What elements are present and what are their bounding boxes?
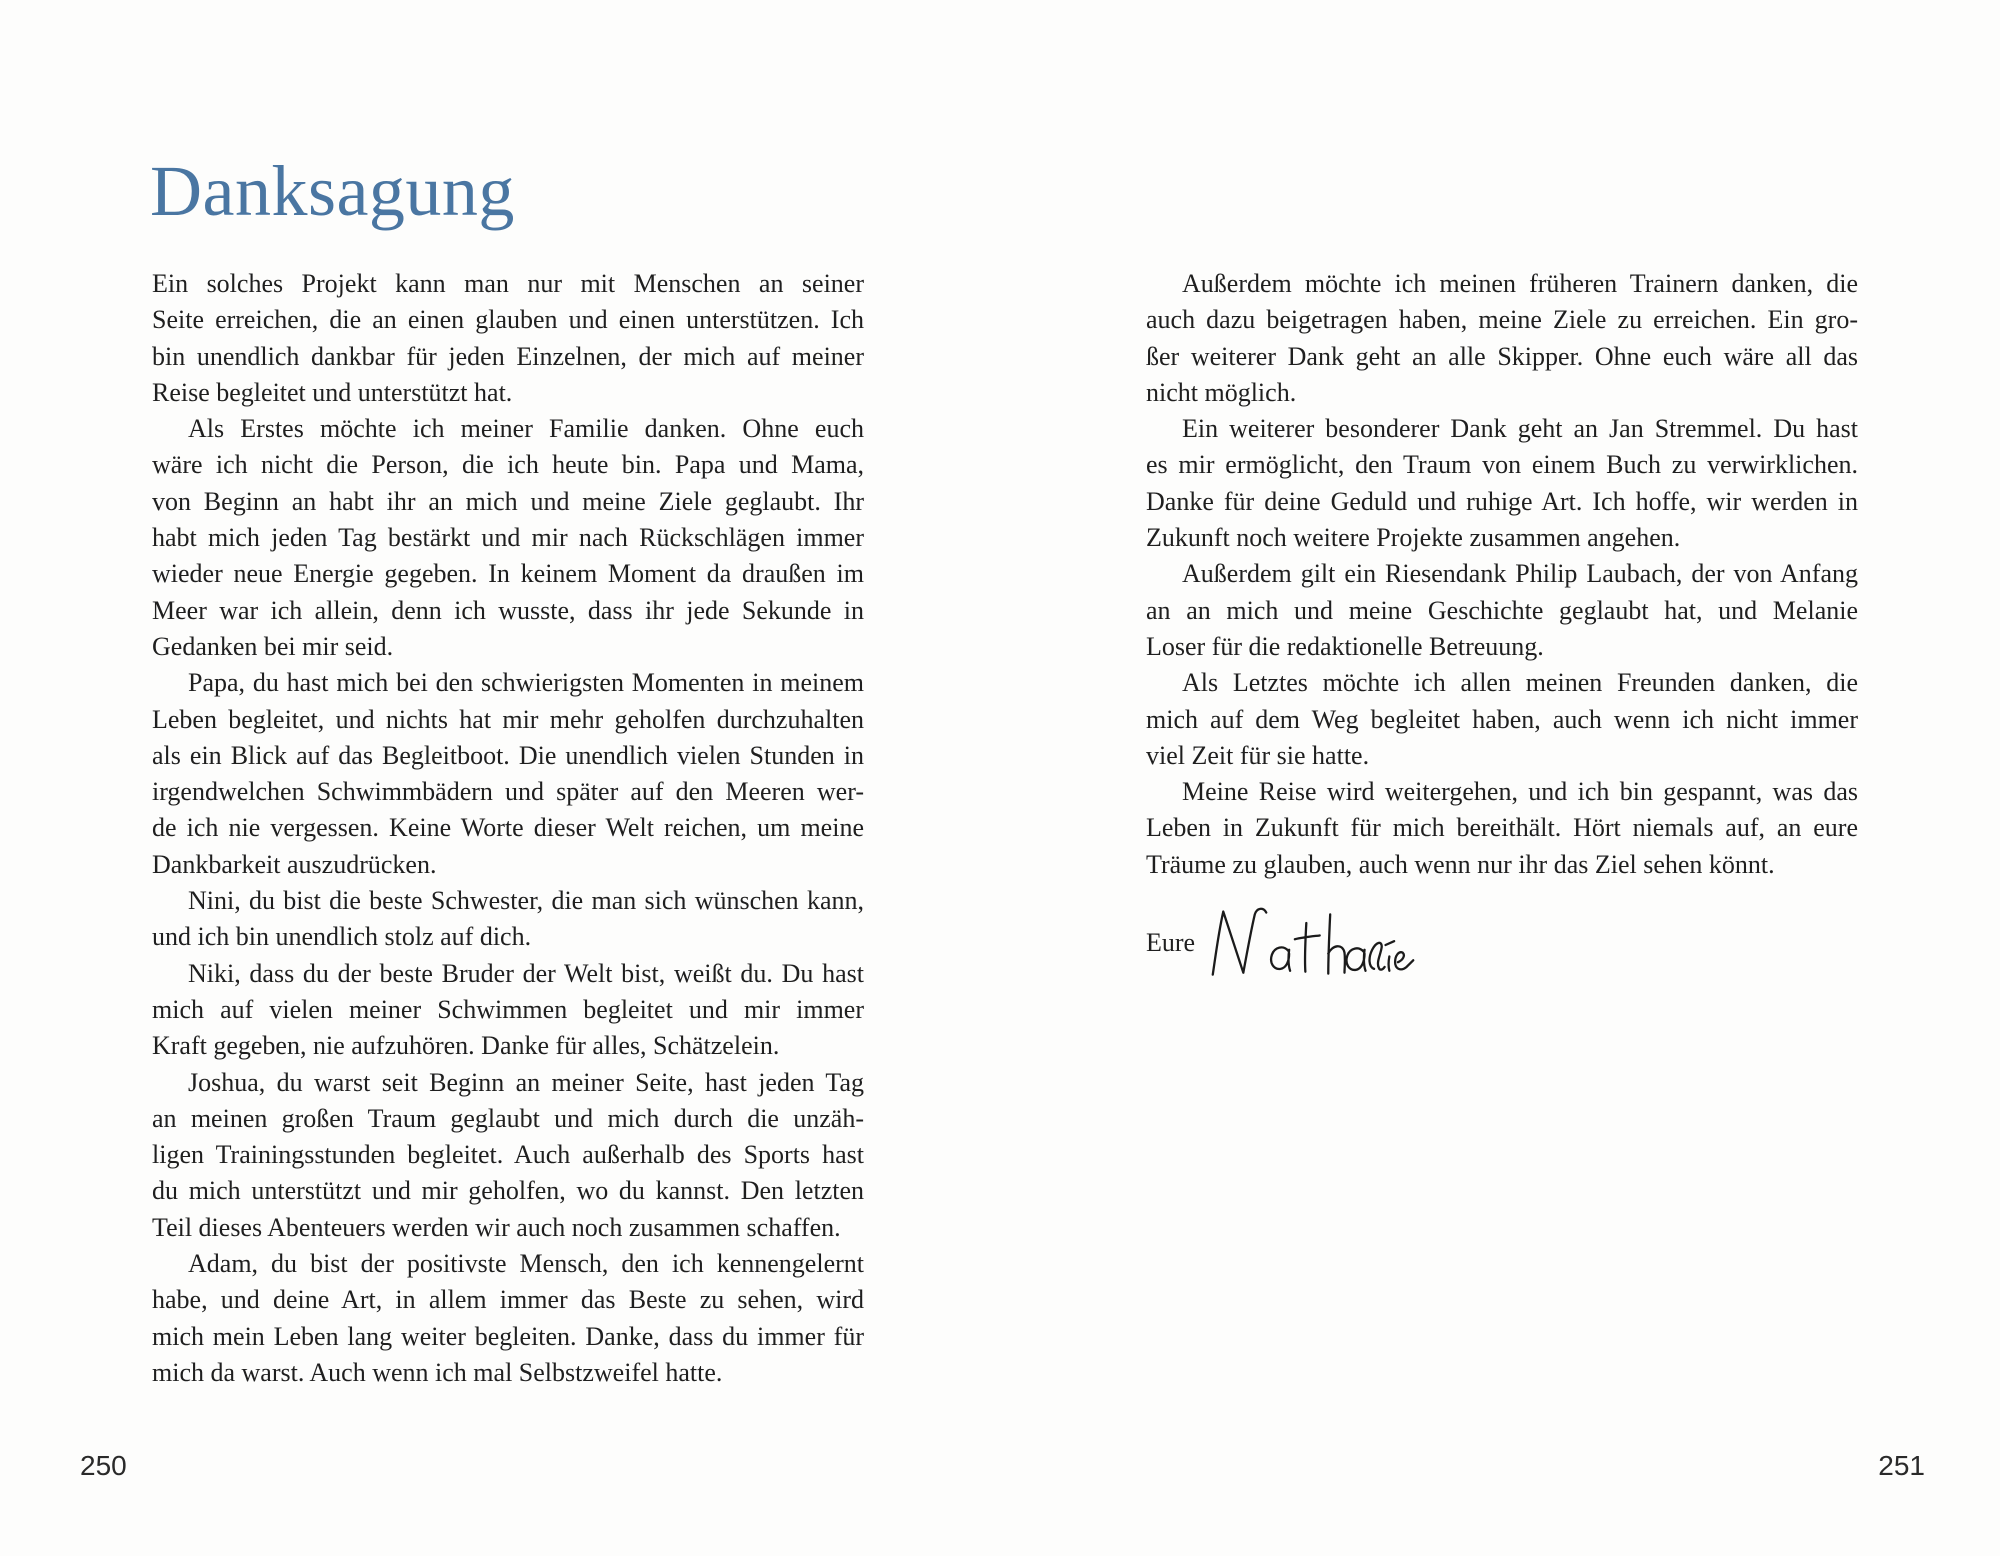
text-line: habt mich jeden Tag bestärkt und mir nach Rückschlägen immer — [152, 523, 864, 553]
text-line: de ich nie vergessen. Keine Worte dieser Welt reichen, um meine — [152, 813, 864, 843]
text-line: mich da warst. Auch wenn ich mal Selbstzweifel hatte. — [152, 1357, 723, 1387]
text-line: an meinen großen Traum geglaubt und mich durch die unzäh- — [152, 1103, 864, 1133]
left-page-text — [152, 266, 864, 1391]
text-line: und ich bin unendlich stolz auf dich. — [152, 922, 532, 952]
text-line: an an mich und meine Geschichte geglaubt hat, und Melanie — [1146, 595, 1858, 625]
paragraph — [1146, 774, 1858, 883]
text-line: Gedanken bei mir seid. — [152, 631, 394, 661]
text-line: Loser für die redaktionelle Betreuung. — [1146, 631, 1544, 661]
paragraph — [1146, 556, 1858, 665]
text-line: Niki, dass du der beste Bruder der Welt bist, weißt du. Du hast — [188, 958, 864, 988]
text-line: mich auf dem Weg begleitet haben, auch wenn ich nicht immer — [1146, 704, 1858, 734]
text-line: Als Erstes möchte ich meiner Familie danken. Ohne euch — [188, 414, 864, 444]
text-line: Kraft gegeben, nie aufzuhören. Danke für alles, Schätzelein. — [152, 1031, 780, 1061]
text-line: wäre ich nicht die Person, die ich heute bin. Papa und Mama, — [152, 450, 864, 480]
signature-stroke — [1213, 909, 1413, 975]
text-line: Träume zu glauben, auch wenn nur ihr das Ziel sehen könnt. — [1146, 849, 1775, 879]
chapter-title: Danksagung — [150, 151, 515, 231]
paragraph — [1146, 411, 1858, 556]
text-line: Joshua, du warst seit Beginn an meiner Seite, hast jeden Tag — [188, 1067, 864, 1097]
text-line: habe, und deine Art, in allem immer das Beste zu sehen, wird — [152, 1285, 864, 1315]
text-line: mich mein Leben lang weiter begleiten. Danke, dass du immer für — [152, 1321, 864, 1351]
text-line: von Beginn an habt ihr an mich und meine Ziele geglaubt. Ihr — [152, 486, 864, 516]
text-line: Meer war ich allein, denn ich wusste, dass ihr jede Sekunde in — [152, 595, 864, 625]
page-number-right: 251 — [1878, 1450, 1925, 1481]
page-number-left: 250 — [80, 1450, 127, 1481]
text-line: als ein Blick auf das Begleitboot. Die unendlich vielen Stunden in — [152, 740, 864, 770]
signature-salutation: Eure — [1146, 928, 1196, 957]
text-line: Meine Reise wird weitergehen, und ich bin gespannt, was das — [1182, 777, 1858, 807]
paragraph — [152, 1246, 864, 1391]
paragraph — [152, 1065, 864, 1246]
right-page-text — [1146, 266, 1858, 883]
text-line: ßer weiterer Dank geht an alle Skipper. Ohne euch wäre all das — [1146, 341, 1858, 371]
text-line: auch dazu beigetragen haben, meine Ziele zu erreichen. Ein gro- — [1146, 305, 1858, 335]
text-line: Seite erreichen, die an einen glauben und einen unterstützen. Ich — [152, 305, 864, 335]
text-line: Teil dieses Abenteuers werden wir auch noch zusammen schaffen. — [152, 1212, 841, 1242]
text-line: Dankbarkeit auszudrücken. — [152, 849, 437, 879]
paragraph — [1146, 665, 1858, 774]
text-line: Als Letztes möchte ich allen meinen Freunden danken, die — [1182, 668, 1858, 698]
text-line: Leben begleitet, und nichts hat mir mehr geholfen durchzuhalten — [152, 704, 864, 734]
text-line: Reise begleitet und unterstützt hat. — [152, 377, 513, 407]
text-line: nicht möglich. — [1146, 377, 1297, 407]
paragraph — [152, 956, 864, 1065]
text-line: ligen Trainingsstunden begleitet. Auch außerhalb des Sports hast — [152, 1140, 864, 1170]
text-line: Außerdem gilt ein Riesendank Philip Laubach, der von Anfang — [1182, 559, 1858, 589]
signature-block — [1146, 902, 1566, 994]
text-line: Papa, du hast mich bei den schwierigsten Momenten in meinem — [188, 668, 864, 698]
text-line: Danke für deine Geduld und ruhige Art. Ich hoffe, wir werden in — [1146, 486, 1858, 516]
paragraph — [152, 266, 864, 411]
text-line: es mir ermöglicht, den Traum von einem Buch zu verwirklichen. — [1146, 450, 1858, 480]
text-line: Leben in Zukunft für mich bereithält. Hört niemals auf, an eure — [1146, 813, 1858, 843]
text-line: wieder neue Energie gegeben. In keinem Moment da draußen im — [152, 559, 864, 589]
text-line: Nini, du bist die beste Schwester, die man sich wünschen kann, — [188, 886, 864, 916]
text-line: bin unendlich dankbar für jeden Einzelnen, der mich auf meiner — [152, 341, 864, 371]
paragraph — [152, 883, 864, 956]
text-line: du mich unterstützt und mir geholfen, wo du kannst. Den letzten — [152, 1176, 864, 1206]
paragraph — [152, 665, 864, 883]
paragraph — [1146, 266, 1858, 411]
text-line: irgendwelchen Schwimmbädern und später auf den Meeren wer- — [152, 777, 864, 807]
text-line: Ein solches Projekt kann man nur mit Menschen an seiner — [152, 269, 864, 298]
text-line: mich auf vielen meiner Schwimmen begleitet und mir immer — [152, 994, 864, 1024]
text-line: Zukunft noch weitere Projekte zusammen angehen. — [1146, 523, 1681, 553]
text-line: Adam, du bist der positivste Mensch, den ich kennengelernt — [188, 1249, 864, 1279]
signature-handwriting — [1208, 902, 1418, 988]
text-line: Ein weiterer besonderer Dank geht an Jan Stremmel. Du hast — [1182, 414, 1858, 444]
paragraph — [152, 411, 864, 665]
text-line: Außerdem möchte ich meinen früheren Trainern danken, die — [1182, 269, 1858, 298]
text-line: viel Zeit für sie hatte. — [1146, 740, 1370, 770]
